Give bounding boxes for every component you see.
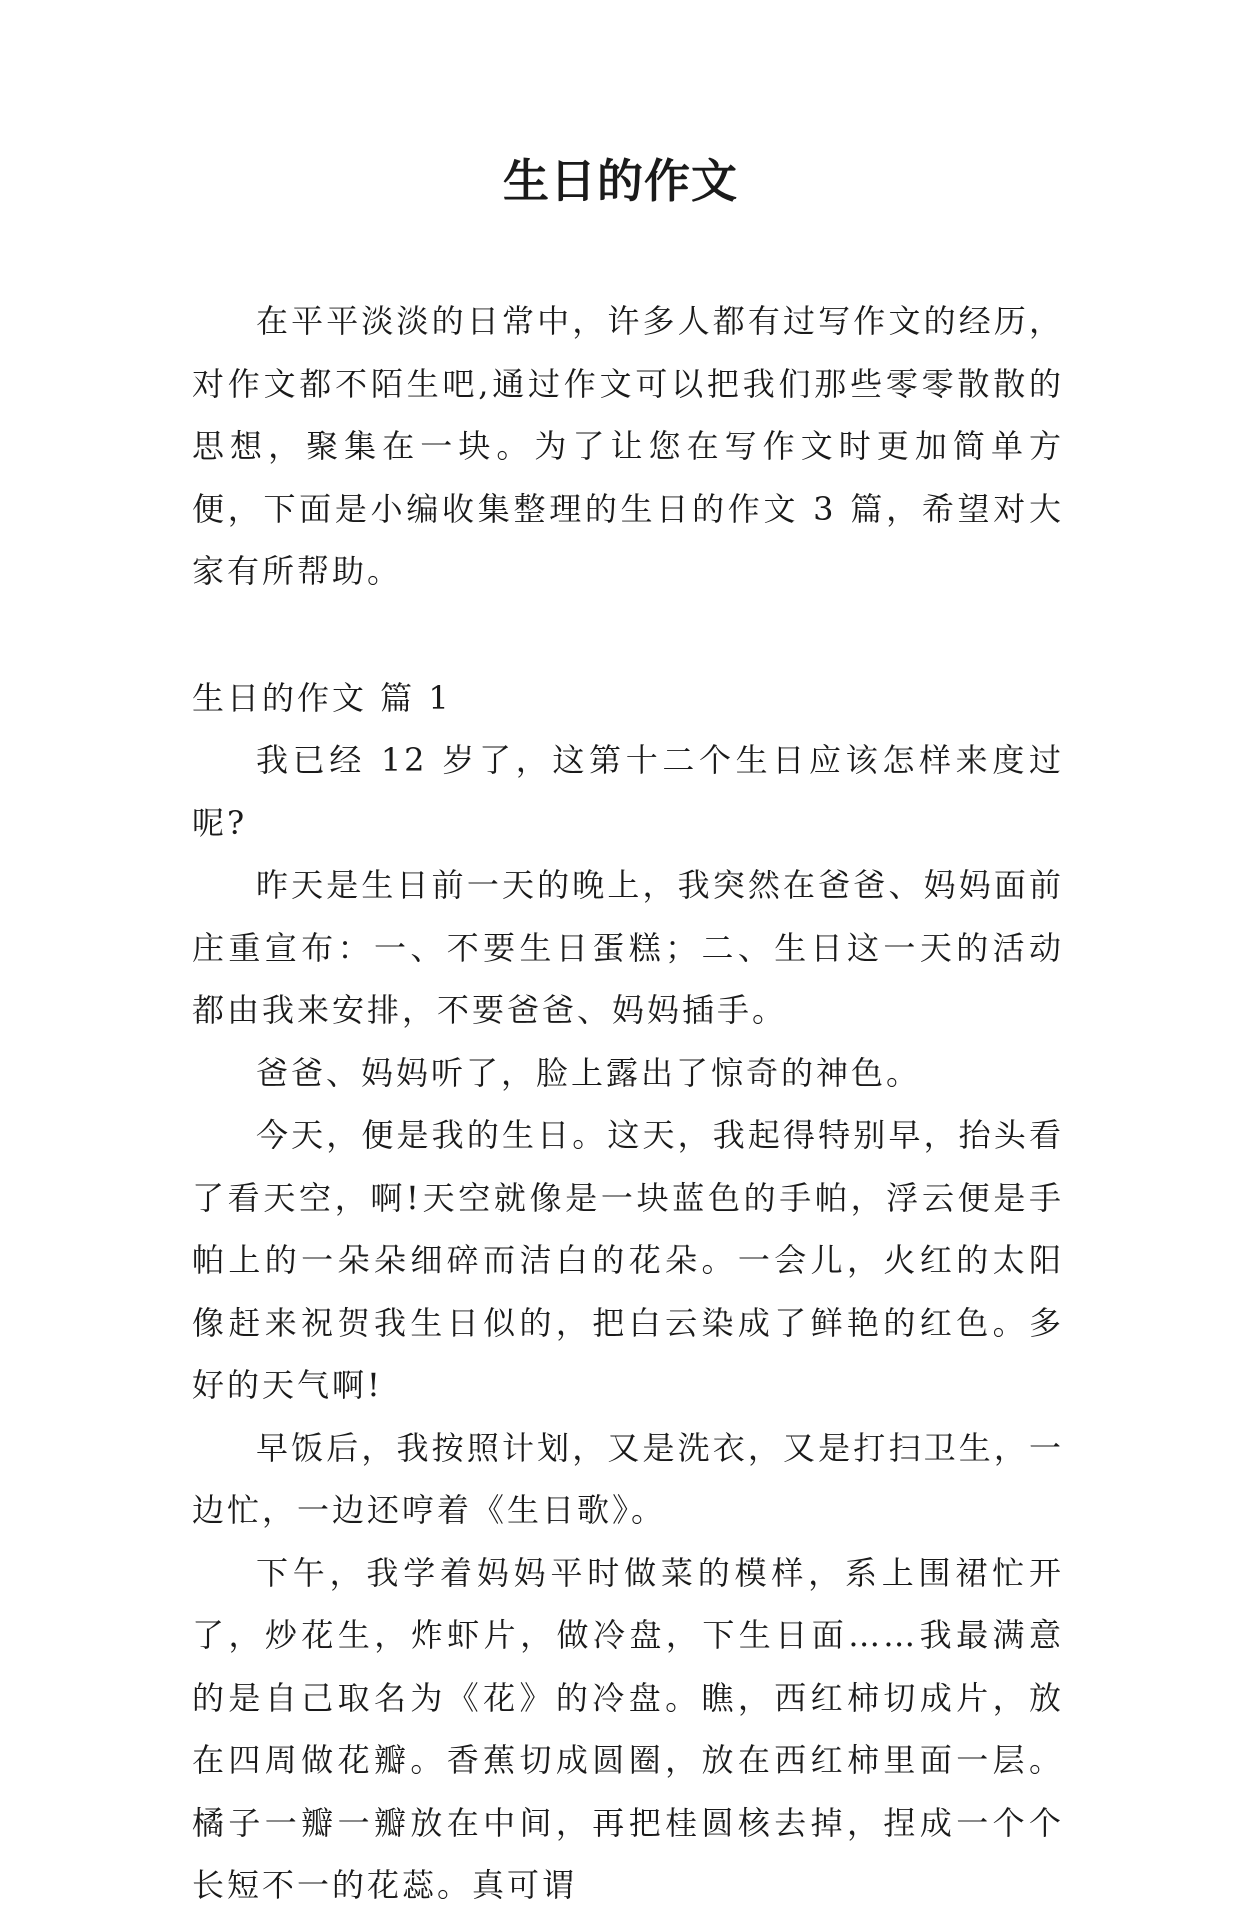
intro-paragraph: 在平平淡淡的日常中，许多人都有过写作文的经历，对作文都不陌生吧,通过作文可以把我们那些零零散散的思想，聚集在一块。为了让您在写作文时更加简单方便，下面是小编收集整理的生日的作文 3 篇，希望对大家有所帮助。	[192, 302, 1064, 590]
body-paragraph: 爸爸、妈妈听了，脸上露出了惊奇的神色。	[256, 1053, 922, 1092]
body-paragraph: 昨天是生日前一天的晚上，我突然在爸爸、妈妈面前庄重宣布：一、不要生日蛋糕；二、生日这一天的活动都由我来安排，不要爸爸、妈妈插手。	[192, 866, 1064, 1029]
body-paragraph: 下午，我学着妈妈平时做菜的模样，系上围裙忙开了，炒花生，炸虾片，做冷盘，下生日面……我最满意的是自己取名为《花》的冷盘。瞧，西红柿切成片，放在四周做花瓣。香蕉切成圆圈，放在西红柿里面一层。橘子一瓣一瓣放在中间，再把桂圆核去掉，捏成一个个长短不一的花蕊。真可谓	[192, 1553, 1064, 1904]
body-paragraph: 早饭后，我按照计划，又是洗衣，又是打扫卫生，一边忙，一边还哼着《生日歌》。	[192, 1428, 1064, 1529]
document-body	[192, 290, 1064, 1917]
body-paragraph: 我已经 12 岁了，这第十二个生日应该怎样来度过呢?	[192, 741, 1064, 842]
document-title: 生日的作文	[503, 154, 738, 208]
body-paragraph: 今天，便是我的生日。这天，我起得特别早，抬头看了看天空，啊!天空就像是一块蓝色的手帕，浮云便是手帕上的一朵朵细碎而洁白的花朵。一会儿，火红的太阳像赶来祝贺我生日似的，把白云染成了鲜艳的红色。多好的天气啊!	[192, 1116, 1064, 1404]
section-heading: 生日的作文 篇 1	[192, 678, 452, 717]
